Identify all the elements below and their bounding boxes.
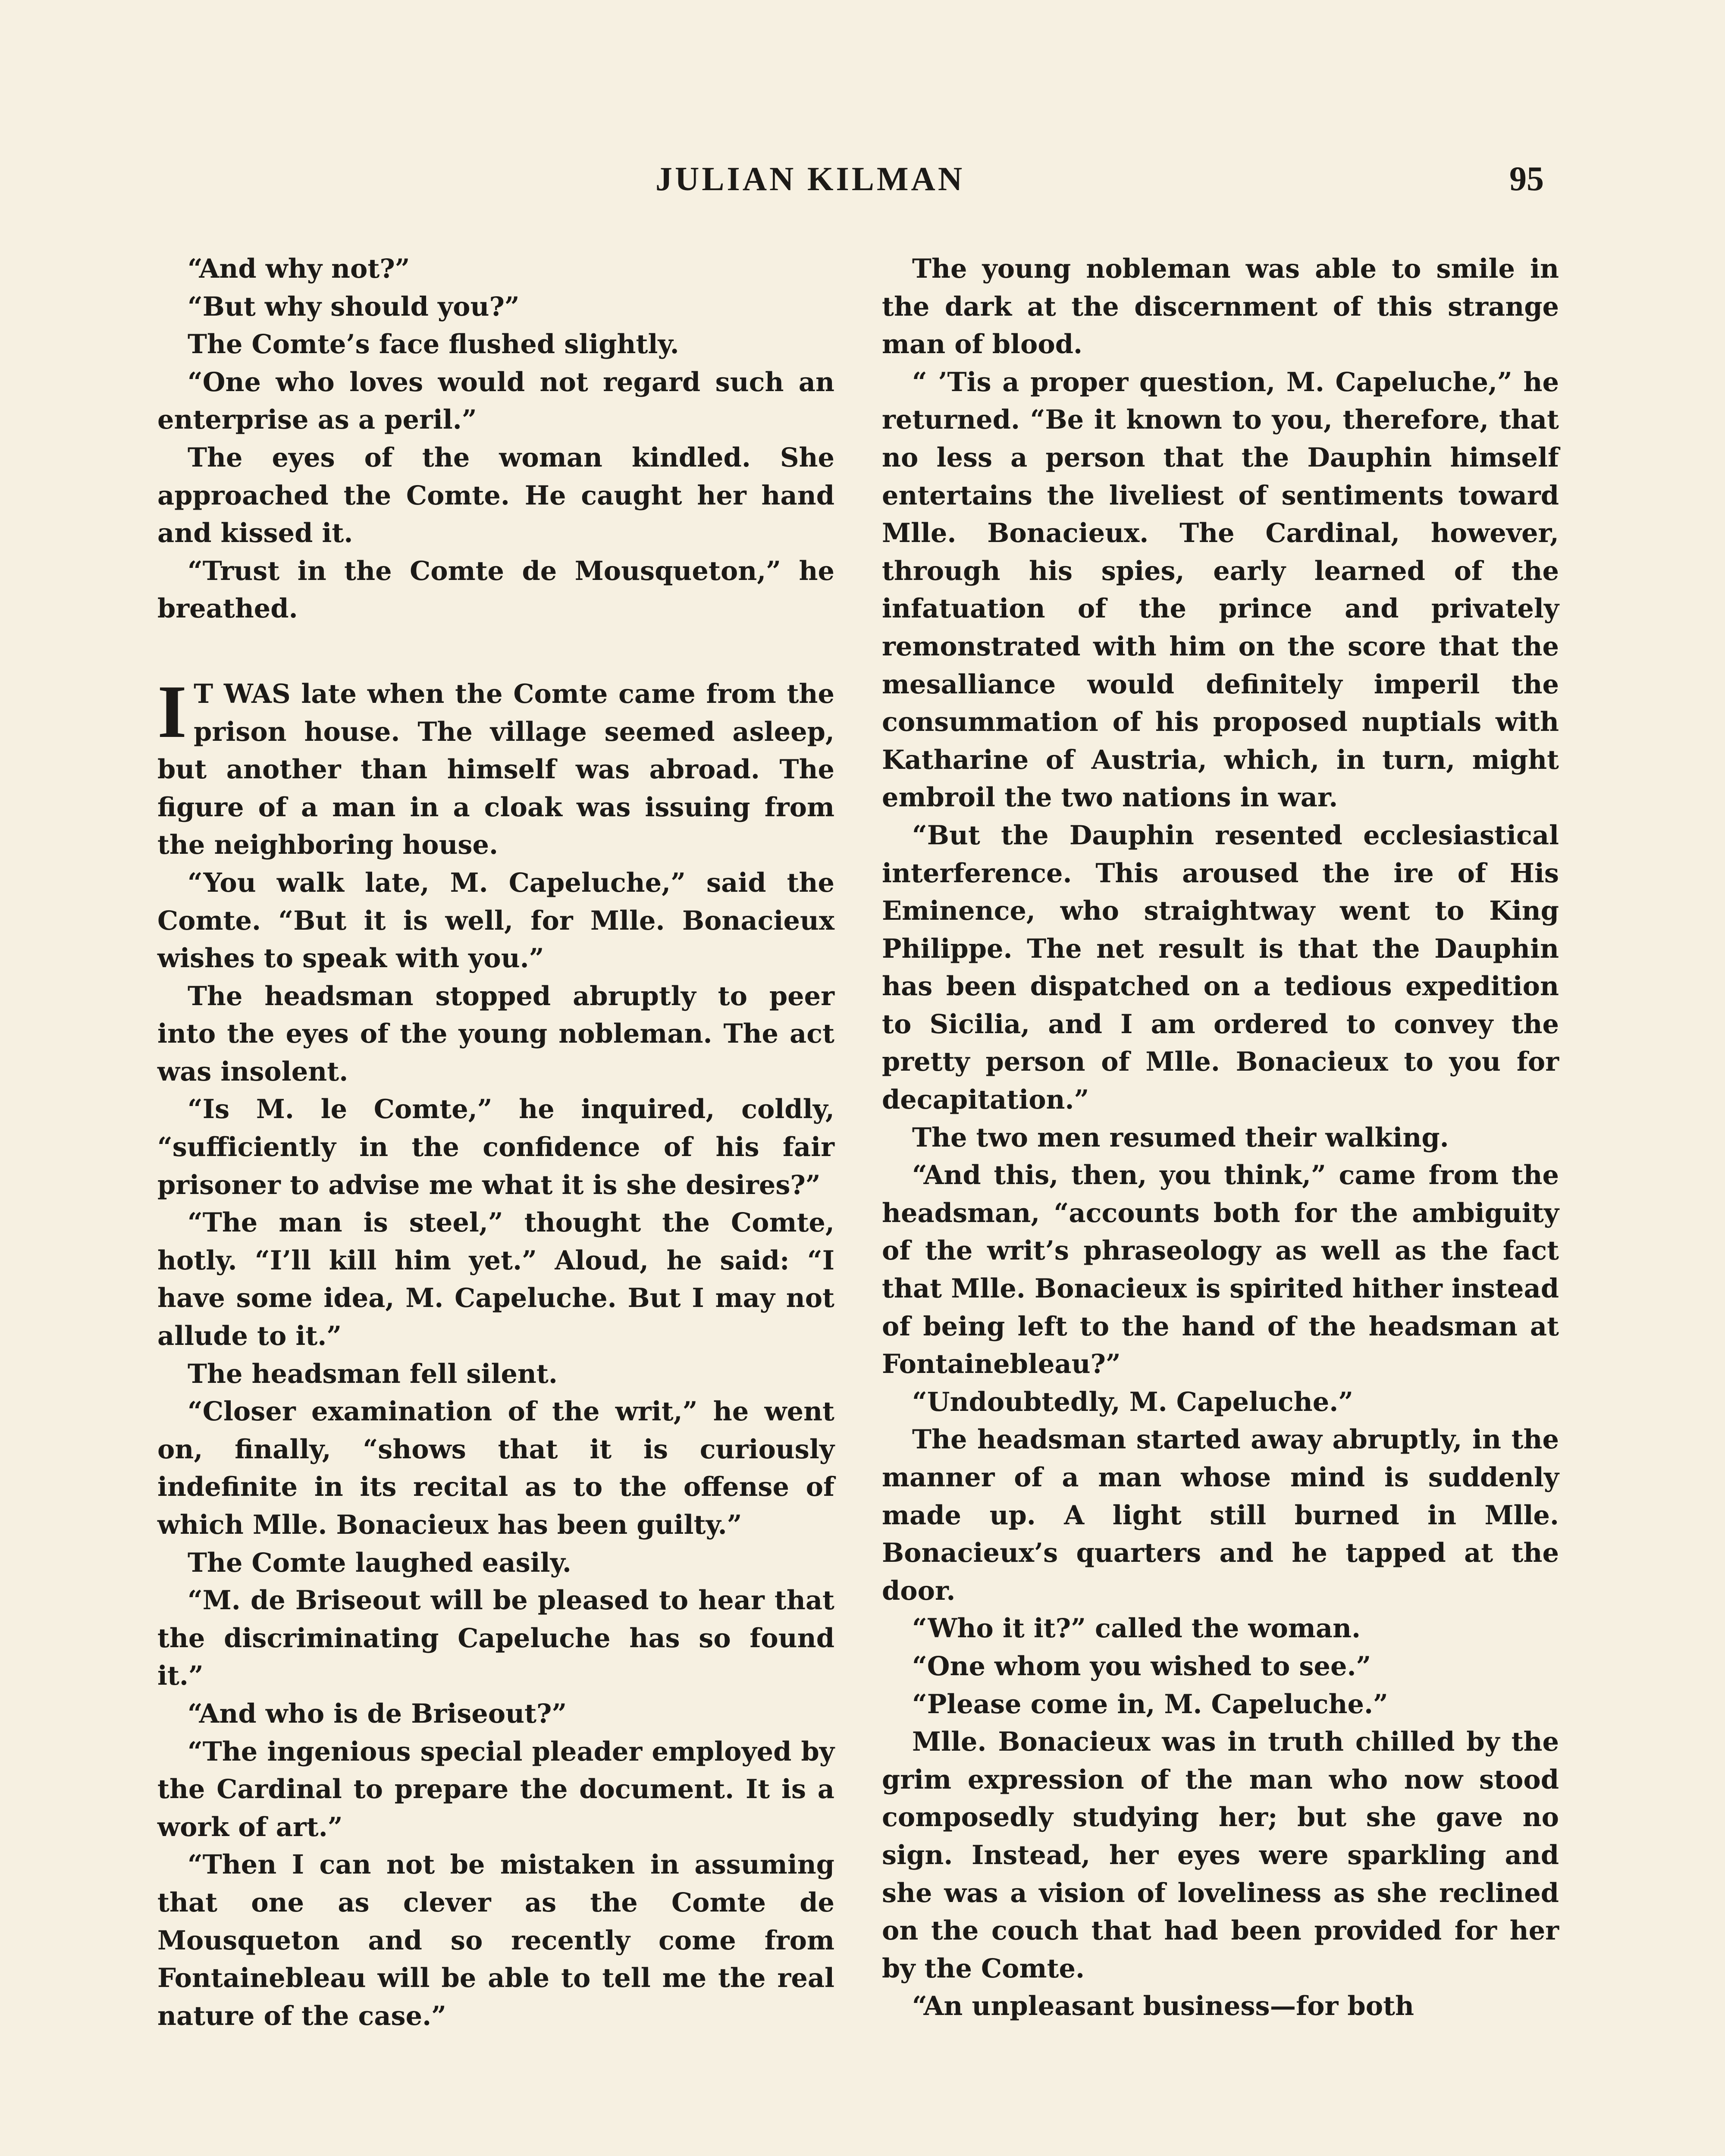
paragraph: “Who it it?” called the woman.: [912, 1613, 1361, 1644]
paragraph: The Comte’s face flushed slightly.: [188, 329, 679, 360]
paragraph: “But why should you?”: [188, 291, 520, 322]
paragraph: The eyes of the woman kindled. She approached the Comte. He caught her hand and kissed it.: [157, 442, 834, 549]
paragraph: The headsman started away abruptly, in the manner of a man whose mind is suddenly made up. A light still burned in Mlle. Bonacieux’s quarters and he tapped at the door.: [882, 1424, 1559, 1606]
paragraph: The Comte laughed easily.: [188, 1547, 571, 1578]
paragraph: The headsman stopped abruptly to peer into the eyes of the young nobleman. The act was insolent.: [157, 981, 834, 1087]
paragraph: “One who loves would not regard such an enterprise as a peril.”: [157, 367, 834, 436]
paragraph: The young nobleman was able to smile in the dark at the discernment of this strange man of blood.: [882, 254, 1559, 360]
page-header: [0, 160, 1725, 211]
paragraph: “But the Dauphin resented ecclesiastical interference. This aroused the ire of His Eminence, who straightway went to King Philippe. The net result is that the Dauphin has been dispatched on a tedious expedition to Sicilia, and I am ordered to convey the pretty person of Mlle. Bonacieux to you for decapitation.”: [882, 820, 1559, 1116]
paragraph: “One whom you wished to see.”: [912, 1651, 1371, 1682]
paragraph: “M. de Briseout will be pleased to hear that the discriminating Capeluche has so found it.”: [157, 1585, 834, 1692]
paragraph: “The ingenious special pleader employed by the Cardinal to prepare the document. It is a work of art.”: [157, 1736, 834, 1843]
paragraph: “Trust in the Comte de Mousqueton,” he breathed.: [157, 555, 834, 624]
left-column: [157, 250, 834, 2156]
paragraph: The headsman fell silent.: [188, 1358, 558, 1389]
paragraph: “Then I can not be mistaken in assuming that one as clever as the Comte de Mousqueton and so recently come from Fontainebleau will be able to tell me the real nature of the case.”: [157, 1849, 834, 2031]
paragraph: “An unpleasant business—for both: [912, 1991, 1414, 2022]
paragraph: The two men resumed their walking.: [912, 1122, 1449, 1153]
running-head: JULIAN KILMAN: [656, 160, 965, 197]
paragraph: “Please come in, M. Capeluche.”: [912, 1689, 1388, 1720]
drop-cap-paragraph: IT WAS late when the Comte came from the prison house. The village seemed asleep, but another than himself was abroad. The figure of a man in a cloak was issuing from the neighboring house.: [157, 669, 834, 861]
paragraph: Mlle. Bonacieux was in truth chilled by the grim expression of the man who now stood composedly studying her; but she gave no sign. Instead, her eyes were sparkling and she was a vision of loveliness as she reclined on the couch that had been provided for her by the Comte.: [882, 1727, 1559, 1984]
paragraph: “The man is steel,” thought the Comte, hotly. “I’ll kill him yet.” Aloud, he said: “I have some idea, M. Capeluche. But I may not allude to it.”: [157, 1207, 834, 1352]
right-column: [882, 250, 1559, 2156]
paragraph: “Closer examination of the writ,” he went on, finally, “shows that it is curiously indefinite in its recital as to the offense of which Mlle. Bonacieux has been guilty.”: [157, 1396, 834, 1540]
paragraph: “You walk late, M. Capeluche,” said the Comte. “But it is well, for Mlle. Bonacieux wishes to speak with you.”: [157, 867, 834, 974]
paragraph: “And why not?”: [188, 254, 410, 284]
paragraph: “Undoubtedly, M. Capeluche.”: [912, 1386, 1354, 1417]
page-number: 95: [1509, 160, 1544, 198]
paragraph: “And this, then, you think,” came from the headsman, “accounts both for the ambiguity of the writ’s phraseology as well as the fact that Mlle. Bonacieux is spirited hither instead of being left to the hand of the headsman at Fontainebleau?”: [882, 1160, 1559, 1380]
paragraph: “ ’Tis a proper question, M. Capeluche,” he returned. “Be it known to you, therefore, that no less a person that the Dauphin himself entertains the liveliest of sentiments toward Mlle. Bonacieux. The Cardinal, however, through his spies, early learned of the infatuation of the prince and privately remonstrated with him on the score that the mesalliance would definitely imperil the consummation of his proposed nuptials with Katharine of Austria, which, in turn, might embroil the two nations in war.: [882, 367, 1559, 813]
paragraph: “And who is de Briseout?”: [188, 1698, 567, 1729]
paragraph: “Is M. le Comte,” he inquired, coldly, “sufficiently in the confidence of his fair prisoner to advise me what it is she desires?”: [157, 1094, 834, 1200]
